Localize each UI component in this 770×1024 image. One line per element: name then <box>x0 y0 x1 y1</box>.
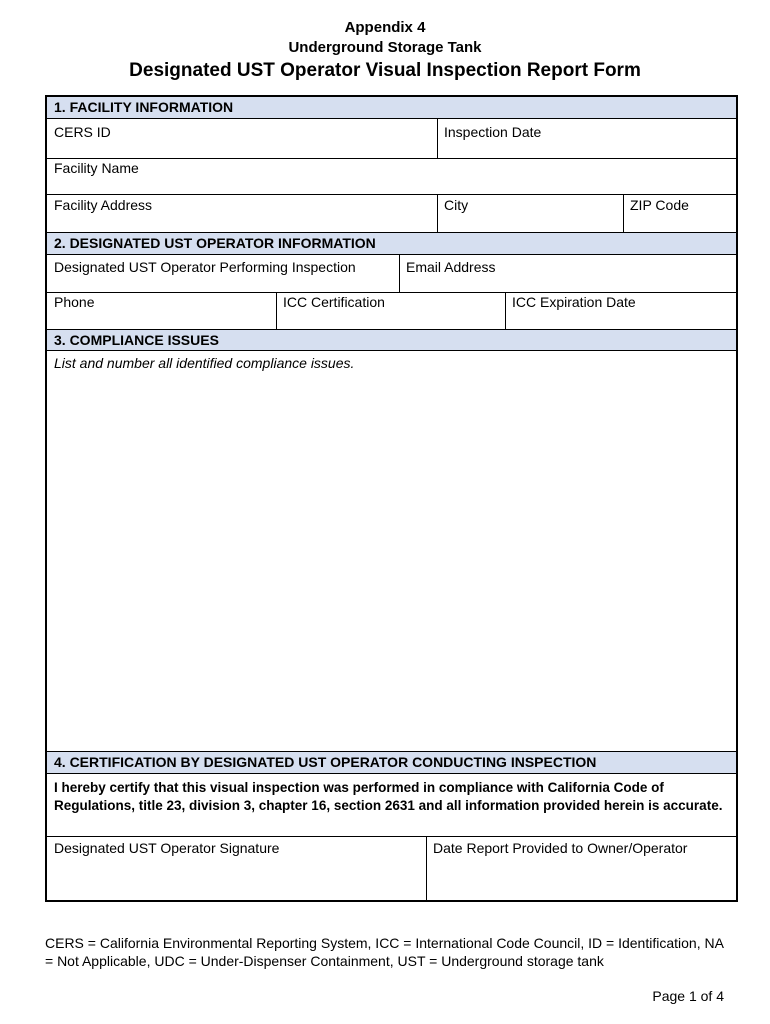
section-3-heading: 3. COMPLIANCE ISSUES <box>47 329 736 351</box>
icc-certification-field[interactable]: ICC Certification <box>283 294 385 310</box>
section-1-heading: 1. FACILITY INFORMATION <box>47 97 736 119</box>
inspection-form <box>45 95 738 902</box>
inspection-date-field[interactable]: Inspection Date <box>444 124 542 140</box>
section-4-heading: 4. CERTIFICATION BY DESIGNATED UST OPERATOR CONDUCTING INSPECTION <box>47 751 736 774</box>
city-field[interactable]: City <box>444 197 469 213</box>
icc-expiration-field[interactable]: ICC Expiration Date <box>512 294 636 310</box>
divider <box>437 194 438 232</box>
page-number: Page 1 of 4 <box>652 988 724 1004</box>
divider <box>505 292 506 329</box>
certification-statement: I hereby certify that this visual inspection was performed in compliance with California Code of Regulations, title 23, division 3, chapter 16, section 2631 and all information provided herein is accurate. <box>54 780 723 813</box>
divider <box>426 836 427 900</box>
divider <box>47 292 736 293</box>
date-provided-field[interactable]: Date Report Provided to Owner/Operator <box>433 840 688 856</box>
facility-address-field[interactable]: Facility Address <box>54 197 153 213</box>
appendix-label: Appendix 4 <box>344 19 426 36</box>
email-field[interactable]: Email Address <box>406 259 496 275</box>
form-title: Designated UST Operator Visual Inspection Report Form <box>129 60 641 81</box>
signature-field[interactable]: Designated UST Operator Signature <box>54 840 280 856</box>
zip-code-field[interactable]: ZIP Code <box>630 197 689 213</box>
facility-name-field[interactable]: Facility Name <box>54 160 139 176</box>
divider <box>399 255 400 292</box>
divider <box>623 194 624 232</box>
phone-field[interactable]: Phone <box>54 294 95 310</box>
divider <box>47 194 736 195</box>
divider <box>276 292 277 329</box>
compliance-issues-area[interactable] <box>47 373 736 751</box>
divider <box>47 158 736 159</box>
cers-id-field[interactable]: CERS ID <box>54 124 111 140</box>
divider <box>47 836 736 837</box>
divider <box>437 119 438 158</box>
form-subtitle: Underground Storage Tank <box>288 39 482 56</box>
section-2-heading: 2. DESIGNATED UST OPERATOR INFORMATION <box>47 232 736 255</box>
compliance-instruction: List and number all identified compliance issues. <box>54 355 355 371</box>
abbreviations-note: CERS = California Environmental Reporting System, ICC = International Code Council, ID = Identification, NA = Not Applicable, UDC = Under-Dispenser Containment, UST = Underground storage tank <box>45 935 724 969</box>
operator-name-field[interactable]: Designated UST Operator Performing Inspection <box>54 259 356 275</box>
